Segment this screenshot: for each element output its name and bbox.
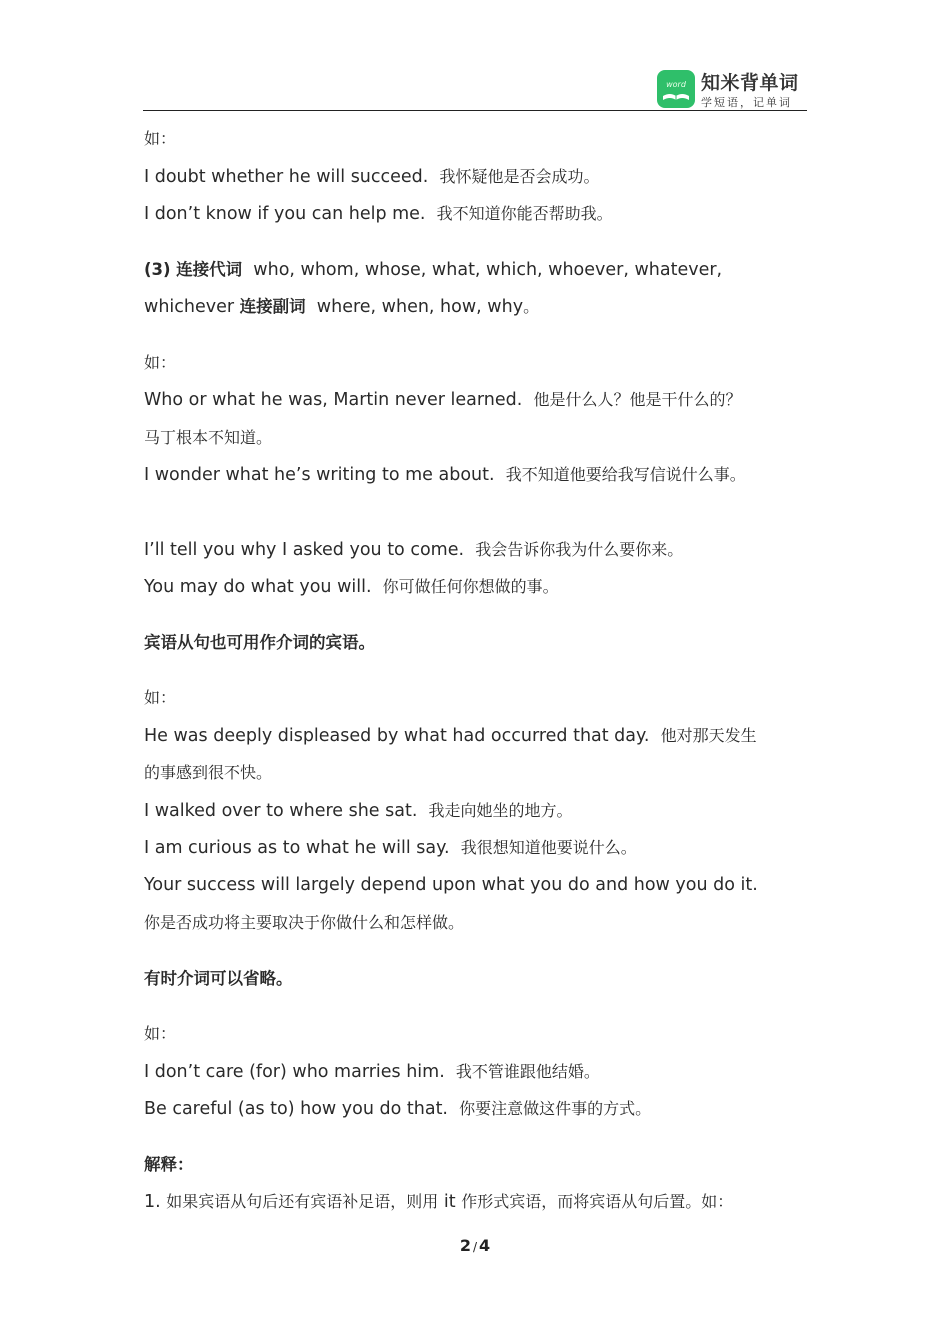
rule-heading: 解释：	[144, 1154, 194, 1174]
chinese-translation: 我很想知道他要说什么。	[460, 838, 637, 857]
punctuation: 。	[523, 297, 540, 316]
english-text: He was deeply displeased by what had occurred that day.	[144, 725, 650, 746]
total-pages: 4	[479, 1236, 491, 1255]
english-text: You may do what you will.	[144, 577, 372, 597]
english-text: Your success will largely depend upon what you do and how you do it.	[144, 874, 758, 895]
chinese-translation: 他是什么人？他是干什么的？	[533, 390, 742, 409]
section-number: (3)	[144, 259, 171, 279]
english-text: Who or what he was, Martin never learned.	[144, 390, 523, 410]
page-header	[143, 64, 807, 111]
rule-heading: 有时介词可以省略。	[144, 968, 293, 988]
english-text: I doubt whether he will succeed.	[144, 166, 429, 187]
brand-logo	[657, 68, 803, 108]
section-label: 连接代词	[176, 259, 243, 279]
page-separator: /	[472, 1240, 478, 1254]
chinese-translation: 我不知道你能否帮助我。	[436, 204, 613, 223]
chinese-translation: 你可做任何你想做的事。	[382, 577, 559, 596]
chinese-translation: 我怀疑他是否会成功。	[439, 166, 600, 186]
chinese-translation: 我不管谁跟他结婚。	[455, 1061, 600, 1081]
word-list: who, whom, whose, what, which, whoever, whatever,	[253, 259, 723, 280]
note-text: 如果宾语从句后还有宾语补足语，则用	[166, 1192, 439, 1211]
chinese-translation: 他对那天发生	[660, 725, 757, 745]
word-list: whichever	[144, 297, 235, 317]
example-sentence	[144, 792, 814, 830]
example-sentence	[144, 867, 814, 905]
english-text: Be careful (as to) how you do that.	[144, 1099, 448, 1119]
example-lead: 如：	[144, 1024, 177, 1043]
logo-slogan: 学短语，记单词	[701, 96, 792, 109]
chinese-translation: 我不知道他要给我写信说什么事。	[505, 465, 746, 484]
section-heading	[144, 251, 814, 289]
note-text: 作形式宾语，而将宾语从句后置。如：	[461, 1192, 734, 1211]
example-sentence	[144, 456, 814, 494]
section-label: 连接副词	[239, 297, 306, 316]
chinese-translation: 我走向她坐的地方。	[428, 800, 573, 820]
english-text: I’ll tell you why I asked you to come.	[144, 539, 465, 560]
note-number: 1.	[144, 1192, 161, 1212]
book-icon	[657, 70, 695, 108]
example-sentence	[144, 195, 814, 233]
logo-badge: word	[666, 80, 686, 89]
english-text: I walked over to where she sat.	[144, 800, 418, 821]
english-text: I am curious as to what he will say.	[144, 838, 450, 858]
chinese-translation: 你是否成功将主要取决于你做什么和怎样做。	[144, 913, 465, 932]
example-sentence	[144, 1090, 814, 1128]
example-sentence	[144, 568, 814, 606]
chinese-translation: 你要注意做这件事的方式。	[459, 1099, 652, 1118]
english-text: I don’t know if you can help me.	[144, 204, 426, 224]
note-keyword: it	[443, 1192, 456, 1212]
chinese-translation: 的事感到很不快。	[144, 763, 273, 782]
example-sentence	[144, 531, 814, 569]
chinese-translation: 我会告诉你我为什么要你来。	[475, 539, 684, 559]
numbered-note	[144, 1183, 814, 1221]
example-lead: 如：	[144, 688, 177, 707]
current-page: 2	[459, 1236, 471, 1255]
example-sentence	[144, 158, 814, 196]
english-text: I don’t care (for) who marries him.	[144, 1061, 445, 1082]
example-lead: 如：	[144, 352, 177, 372]
word-list: where, when, how, why	[316, 297, 524, 317]
example-sentence	[144, 381, 814, 419]
example-sentence	[144, 1053, 814, 1091]
logo-title: 知米背单词	[701, 72, 799, 94]
document-body	[144, 120, 814, 1221]
example-sentence	[144, 717, 814, 755]
page-number	[0, 1236, 950, 1255]
section-heading-cont	[144, 288, 814, 326]
chinese-translation: 马丁根本不知道。	[144, 427, 273, 447]
example-lead: 如：	[144, 129, 177, 148]
english-text: I wonder what he’s writing to me about.	[144, 465, 495, 485]
example-sentence	[144, 829, 814, 867]
rule-heading: 宾语从句也可用作介词的宾语。	[144, 632, 375, 652]
